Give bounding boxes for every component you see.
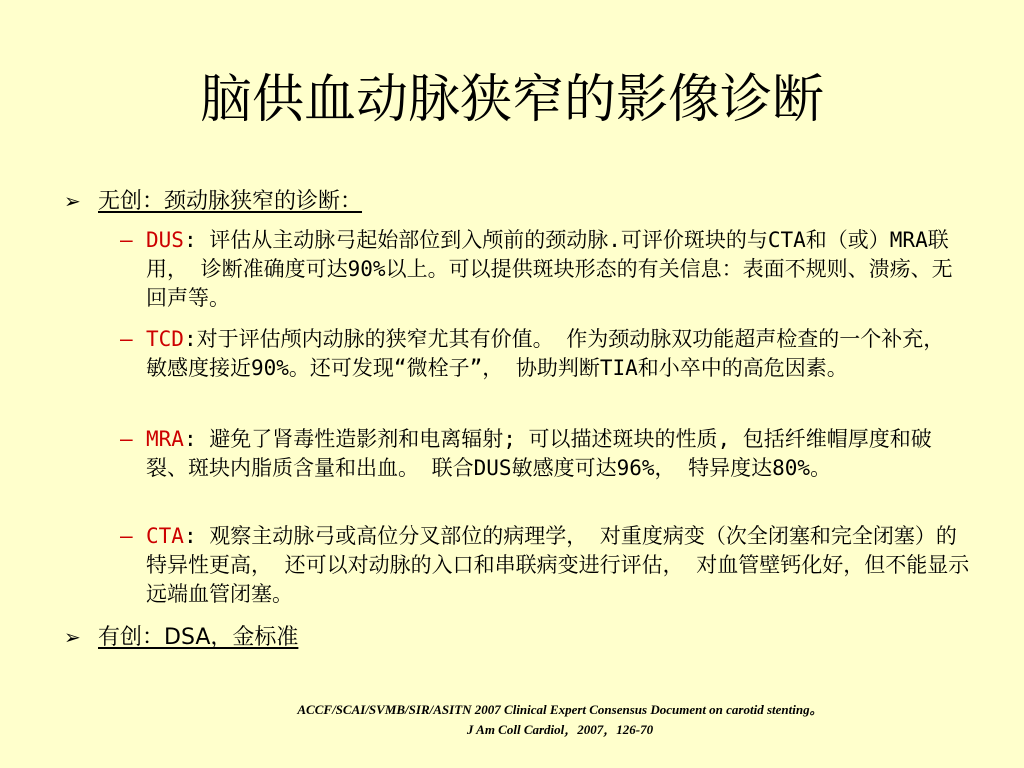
slide-title: 脑供血动脉狭窄的影像诊断 <box>199 70 824 130</box>
bullet-invasive-text: 有创：DSA，金标准 <box>98 625 299 650</box>
subitem-body: : 评估从主动脉弓起始部位到入颅前的颈动脉.可评价斑块的与CTA和（或）MRA联用， 诊断准确度可达90%以上。可以提供斑块形态的有关信息：表面不规则、溃疡、无回声等。 <box>146 228 953 310</box>
arrow-bullet-icon: ➢ <box>64 189 81 213</box>
subitem-mra <box>120 425 970 483</box>
subitem-term: MRA <box>146 427 184 451</box>
subitem-tcd <box>120 325 970 383</box>
dash-icon: – <box>120 524 133 548</box>
bullet-noninvasive-text: 无创：颈动脉狭窄的诊断： <box>98 189 363 214</box>
dash-icon: – <box>120 228 133 252</box>
reference-line-2: J Am Coll Cardiol，2007，126-70 <box>466 722 654 737</box>
subitem-body: : 观察主动脉弓或高位分叉部位的病理学， 对重度病变（次全闭塞和完全闭塞）的特异性更高， 还可以对动脉的入口和串联病变进行评估， 对血管壁钙化好，但不能显示远端血管闭塞。 <box>146 524 970 606</box>
subitem-cta <box>120 522 970 609</box>
bullet-noninvasive <box>64 186 362 217</box>
subitem-body: :对于评估颅内动脉的狭窄尤其有价值。 作为颈动脉双功能超声检查的一个补充， 敏感度接近90%。还可发现“微栓子”， 协助判断TIA和小卒中的高危因素。 <box>146 327 945 380</box>
subitem-term: TCD <box>146 327 184 351</box>
subitem-dus <box>120 226 970 313</box>
reference-line-1: ACCF/SCAI/SVMB/SIR/ASITN 2007 Clinical Expert Consensus Document on carotid stenting。 <box>297 702 823 717</box>
arrow-bullet-icon: ➢ <box>64 625 81 649</box>
subitem-term: DUS <box>146 228 184 252</box>
bullet-invasive <box>64 622 298 653</box>
subitem-body: : 避免了肾毒性造影剂和电离辐射; 可以描述斑块的性质, 包括纤维帽厚度和破裂、斑块内脂质含量和出血。 联合DUS敏感度可达96%， 特异度达80%。 <box>146 427 932 480</box>
subitem-term: CTA <box>146 524 184 548</box>
dash-icon: – <box>120 327 133 351</box>
reference-citation <box>180 700 940 740</box>
dash-icon: – <box>120 427 133 451</box>
